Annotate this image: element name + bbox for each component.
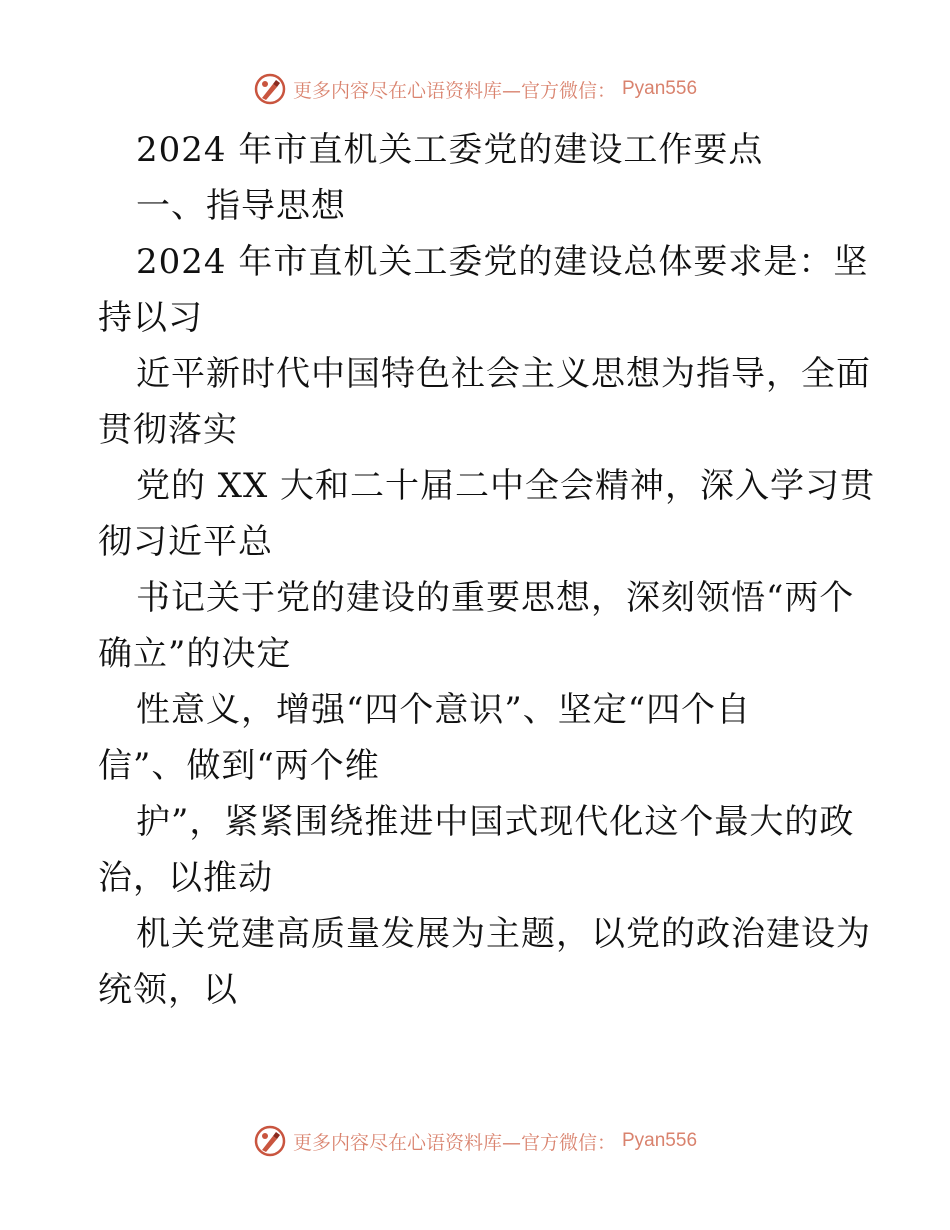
text-line: 党的 XX 大和二十届二中全会精神，深入学习贯	[136, 466, 876, 506]
section-heading: 一、指导思想	[136, 186, 346, 226]
text-line: 彻习近平总	[98, 522, 273, 562]
text-line: 持以习	[98, 298, 203, 338]
text-line: 信”、做到“两个维	[98, 746, 380, 786]
watermark-handle: Pyan556	[622, 78, 698, 99]
text-line: 2024 年市直机关工委党的建设总体要求是：坚	[136, 242, 869, 282]
watermark-handle: Pyan556	[622, 1130, 698, 1151]
header-watermark	[0, 72, 950, 106]
text-line: 机关党建高质量发展为主题，以党的政治建设为	[136, 914, 871, 954]
document-body	[98, 122, 876, 1018]
watermark-text: 更多内容尽在心语资料库—官方微信：	[292, 79, 616, 102]
watermark-text: 更多内容尽在心语资料库—官方微信：	[292, 1131, 616, 1154]
text-line: 护”，紧紧围绕推进中国式现代化这个最大的政	[136, 802, 855, 842]
pen-logo-icon	[253, 1124, 287, 1158]
text-line: 书记关于党的建设的重要思想，深刻领悟“两个	[136, 578, 855, 618]
pen-logo-icon	[253, 72, 287, 106]
text-line: 性意义，增强“四个意识”、坚定“四个自	[136, 690, 752, 730]
footer-watermark	[0, 1124, 950, 1158]
text-line: 贯彻落实	[98, 410, 238, 450]
paragraph	[98, 234, 876, 1018]
text-line: 确立”的决定	[98, 634, 292, 674]
text-line: 治，以推动	[98, 858, 273, 898]
text-line: 近平新时代中国特色社会主义思想为指导，全面	[136, 354, 871, 394]
text-line: 统领，以	[98, 970, 238, 1010]
document-title: 2024 年市直机关工委党的建设工作要点	[136, 130, 764, 170]
